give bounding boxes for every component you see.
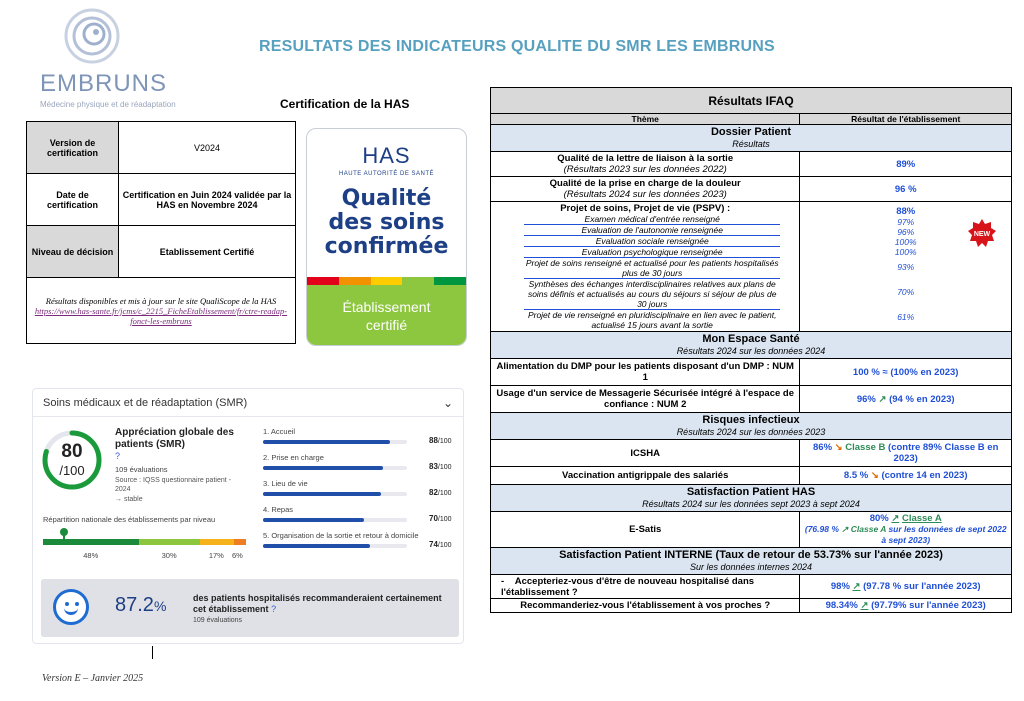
trend-stable: → stable: [115, 496, 143, 503]
result-recommanderiez: [800, 599, 1012, 613]
pspv-item-value: 96%: [897, 227, 915, 237]
pspv-item-label: Evaluation psychologique renseignée: [524, 247, 780, 258]
repartition-segment: [234, 539, 246, 545]
criterion-score: 88/100: [429, 436, 452, 445]
text-cursor: [152, 646, 153, 659]
theme-icsha: ICSHA: [491, 440, 800, 467]
criterion-score: 83/100: [429, 462, 452, 471]
repartition-bar: [43, 539, 246, 545]
criterion-fill: [263, 518, 364, 522]
trend-up-icon: ↗: [878, 393, 887, 405]
pspv-item-label: Examen médical d'entrée renseigné: [524, 214, 780, 225]
pspv-item-value: 100%: [894, 237, 917, 247]
pspv-item-value: 100%: [894, 247, 917, 257]
criterion-score: 70/100: [429, 514, 452, 523]
criterion-label: 1. Accueil: [263, 427, 296, 436]
has-subtitle: HAUTE AUTORITÉ DE SANTÉ: [338, 171, 435, 177]
theme-sub: (Résultats 2024 sur les données 2023): [563, 189, 727, 200]
criterion-fill: [263, 544, 370, 548]
pspv-item-label: Projet de vie renseigné en pluridisciplinaire en lien avec le patient, actualisé 15 jours avant la sortie: [527, 310, 777, 330]
help-icon[interactable]: ?: [115, 451, 121, 461]
repartition-segment: [200, 539, 234, 545]
smr-title: Soins médicaux et de réadaptation (SMR): [43, 396, 248, 409]
theme-recommanderiez: Recommanderiez-vous l'établissement à vos proches ?: [491, 599, 800, 613]
criterion-bar: [263, 466, 407, 470]
version-footer: Version E – Janvier 2025: [42, 673, 144, 684]
trend-up-icon: ↗: [891, 513, 900, 524]
value: 98%: [830, 581, 850, 592]
section-subtitle: Sur les données internes 2024: [689, 562, 813, 572]
value: 98.34%: [825, 600, 858, 611]
pspv-item-value: 93%: [897, 262, 915, 272]
has-status-2: certifié: [365, 317, 408, 333]
pspv-item-label: Evaluation sociale renseignée: [524, 236, 780, 247]
has-stripe: [307, 277, 339, 285]
pspv-item-label: Evaluation de l'autonomie renseignée: [524, 225, 780, 236]
pspv-item-value: 61%: [897, 312, 915, 322]
criterion-fill: [263, 466, 383, 470]
pspv-item-label: Synthèses des échanges interdisciplinaires relatives aux plans de soins définis et actualisés au cours du séjours si séjour de plus de 30 jours: [524, 279, 780, 310]
section-title: Dossier Patient: [710, 126, 792, 138]
esatis-previous: [803, 524, 1008, 546]
pspv-item-value: 70%: [897, 287, 915, 297]
ifaq-table: [490, 87, 1012, 613]
has-line-2: des soins: [328, 210, 445, 235]
evaluation-count: 109 évaluations: [115, 465, 168, 474]
section-espace-sante: [491, 332, 1012, 359]
trend-up-icon: ↗: [841, 524, 849, 534]
section-subtitle: Résultats 2024 sur les données 2023: [676, 427, 826, 437]
theme-pspv: [491, 202, 800, 332]
previous-value: (97.79% sur l'année 2023): [871, 600, 986, 611]
trend-up-icon: ↗: [860, 600, 869, 611]
theme-messagerie: Usage d'un service de Messagerie Sécurisée intégré à l'espace de confiance : NUM 2: [491, 386, 800, 413]
section-subtitle: Résultats 2024 sur les données 2024: [676, 346, 826, 356]
smr-card-header[interactable]: [33, 389, 463, 417]
trend-down-icon: ↘: [834, 442, 843, 453]
criterion-bar: [263, 544, 407, 548]
theme-esatis: E-Satis: [491, 512, 800, 548]
section-subtitle: Résultats: [732, 139, 770, 149]
section-risques-infectieux: [491, 413, 1012, 440]
classe-label: Classe B: [845, 442, 886, 453]
theme-label: Qualité de la prise en charge de la douleur: [549, 178, 741, 189]
value: 80%: [869, 513, 889, 524]
result-messagerie: [800, 386, 1012, 413]
cert-version-value: V2024: [119, 122, 296, 174]
has-stripe: [371, 277, 403, 285]
ifaq-title: Résultats IFAQ: [491, 88, 1012, 114]
theme-lettre-liaison: [491, 152, 800, 177]
repartition-percent: 6%: [231, 551, 243, 560]
criterion-row: [263, 453, 458, 471]
value: 8.5 %: [843, 470, 869, 481]
reco-number: 87.2: [115, 594, 154, 616]
smiley-icon: [53, 589, 89, 625]
classe-label: Classe A: [850, 524, 887, 534]
reco-evaluations: 109 évaluations: [193, 617, 243, 624]
result-dmp: 100 % ≈ (100% en 2023): [800, 359, 1012, 386]
section-title: Satisfaction Patient INTERNE (Taux de retour de 53.73% sur l'année 2023): [559, 549, 943, 561]
brand-name: EMBRUNS: [40, 70, 168, 97]
criterion-row: [263, 427, 458, 445]
criterion-bar: [263, 518, 407, 522]
theme-vaccination: Vaccination antigrippale des salariés: [491, 467, 800, 485]
repartition-percent: 17%: [208, 551, 224, 560]
brand-tagline: Médecine physique et de réadaptation: [40, 100, 176, 109]
recommendation-text: [193, 593, 453, 615]
criterion-label: 5. Organisation de la sortie et retour à domicile: [263, 531, 419, 540]
repartition-segment: [43, 539, 139, 545]
has-logo: HAS: [362, 143, 411, 168]
new-star-icon: [967, 218, 997, 248]
has-stripe: [402, 277, 434, 285]
result-vaccination: [800, 467, 1012, 485]
has-badge-heading: [307, 187, 466, 259]
source-text: Source : IQSS questionnaire patient - 2024: [115, 477, 231, 493]
has-quality-badge: [306, 128, 467, 346]
cert-link[interactable]: https://www.has-sante.fr/jcms/c_2215_FicheEtablissement/fr/ctre-readap-fonct-les-embruns: [34, 305, 288, 326]
appreciation-title: Appréciation globale des patients (SMR): [115, 427, 234, 450]
criterion-label: 3. Lieu de vie: [263, 479, 308, 488]
previous-value: (contre 89% Classe B en 2023): [888, 442, 999, 464]
score-max: /100: [59, 463, 85, 478]
value: 96%: [856, 393, 876, 405]
help-icon[interactable]: ?: [271, 604, 277, 614]
pspv-label: Projet de soins, Projet de vie (PSPV) :: [560, 203, 731, 214]
section-title: Mon Espace Santé: [702, 333, 800, 345]
theme-dmp: Alimentation du DMP pour les patients disposant d'un DMP : NUM 1: [491, 359, 800, 386]
has-line-1: Qualité: [341, 186, 432, 211]
result-accepteriez: [800, 575, 1012, 599]
repartition-label: Répartition nationale des établissements par niveau: [43, 515, 216, 524]
reco-text: des patients hospitalisés recommanderaient certainement cet établissement: [193, 593, 442, 614]
previous-period: sur les données de sept 2022 à sept 2023): [881, 524, 1007, 545]
has-line-3: confirmée: [324, 234, 449, 259]
cert-version-label: Version de certification: [27, 122, 119, 174]
result-esatis: [800, 512, 1012, 548]
theme-label: Accepteriez-vous d'être de nouveau hospitalisé dans l'établissement ?: [501, 575, 755, 598]
pspv-value: 88%: [896, 206, 916, 217]
result-lettre-liaison: 89%: [800, 152, 1012, 177]
has-color-stripes: [307, 277, 466, 285]
pspv-item-value: 97%: [897, 217, 915, 227]
has-status-1: Établissement: [342, 299, 431, 315]
result-icsha: [800, 440, 1012, 467]
criterion-fill: [263, 440, 390, 444]
result-douleur: 96 %: [800, 177, 1012, 202]
dash: -: [501, 575, 515, 587]
pspv-item-label: Projet de soins renseigné et actualisé pour les patients hospitalisés plus de 30 jours: [525, 258, 779, 278]
previous-value: (97.78 % sur l'année 2023): [863, 581, 981, 592]
criterion-row: [263, 505, 458, 523]
has-stripe: [434, 277, 466, 285]
criterion-score: 74/100: [429, 540, 452, 549]
section-title: Satisfaction Patient HAS: [686, 486, 816, 498]
theme-sub: (Résultats 2023 sur les données 2022): [563, 164, 727, 175]
recommendation-value: [115, 594, 166, 617]
criterion-label: 2. Prise en charge: [263, 453, 324, 462]
repartition-percent: 48%: [83, 551, 99, 560]
section-title: Risques infectieux: [702, 414, 800, 426]
previous-value: (76.98 %: [804, 524, 839, 534]
certification-title: Certification de la HAS: [280, 97, 410, 111]
ifaq-col-theme: Thème: [491, 114, 800, 125]
classe-label: Classe A: [901, 513, 942, 524]
cert-level-value: Etablissement Certifié: [119, 226, 296, 278]
reco-unit: %: [153, 598, 167, 614]
criterion-bar: [263, 492, 407, 496]
criterion-bar: [263, 440, 407, 444]
section-subtitle: Résultats 2024 sur les données sept 2023 à sept 2024: [642, 499, 860, 509]
theme-douleur: [491, 177, 800, 202]
value: 86%: [813, 442, 833, 453]
has-status: [307, 285, 466, 346]
criterion-row: [263, 531, 458, 549]
new-badge-text: NEW: [973, 231, 991, 238]
cert-note: Résultats disponibles et mis à jour sur le site QualiScope de la HAS: [45, 295, 277, 306]
appreciation-block: [115, 427, 245, 503]
criterion-row: [263, 479, 458, 497]
chevron-down-icon[interactable]: ⌄: [442, 395, 453, 410]
recommendation-block: [41, 579, 459, 637]
trend-up-icon: ↗: [852, 581, 861, 592]
cert-level-label: Niveau de décision: [27, 226, 119, 278]
cert-date-label: Date de certification: [27, 174, 119, 226]
previous-value: (contre 14 en 2023): [881, 470, 968, 481]
criterion-score: 82/100: [429, 488, 452, 497]
certification-table: [26, 121, 296, 344]
section-satisfaction-has: [491, 485, 1012, 512]
section-dossier-patient: [491, 125, 1012, 152]
repartition-segment: [139, 539, 199, 545]
criterion-fill: [263, 492, 381, 496]
has-stripe: [339, 277, 371, 285]
theme-accepteriez: [491, 575, 800, 599]
section-satisfaction-interne: [491, 548, 1012, 575]
criterion-label: 4. Repas: [263, 505, 294, 514]
smr-card: [32, 388, 464, 644]
embruns-swirl-icon: [60, 8, 124, 66]
previous-value: (94 % en 2023): [889, 393, 955, 405]
score-value: 80: [61, 441, 83, 462]
trend-down-icon: ↘: [870, 470, 879, 481]
embruns-logo: [40, 8, 190, 108]
theme-label: Qualité de la lettre de liaison à la sortie: [557, 153, 734, 164]
ifaq-col-result: Résultat de l'établissement: [800, 114, 1012, 125]
repartition-percent: 30%: [161, 551, 177, 560]
cert-date-value: Certification en Juin 2024 validée par la HAS en Novembre 2024: [119, 174, 296, 226]
page-title: RESULTATS DES INDICATEURS QUALITE DU SMR LES EMBRUNS: [259, 38, 775, 55]
cert-note-cell: [27, 278, 296, 344]
